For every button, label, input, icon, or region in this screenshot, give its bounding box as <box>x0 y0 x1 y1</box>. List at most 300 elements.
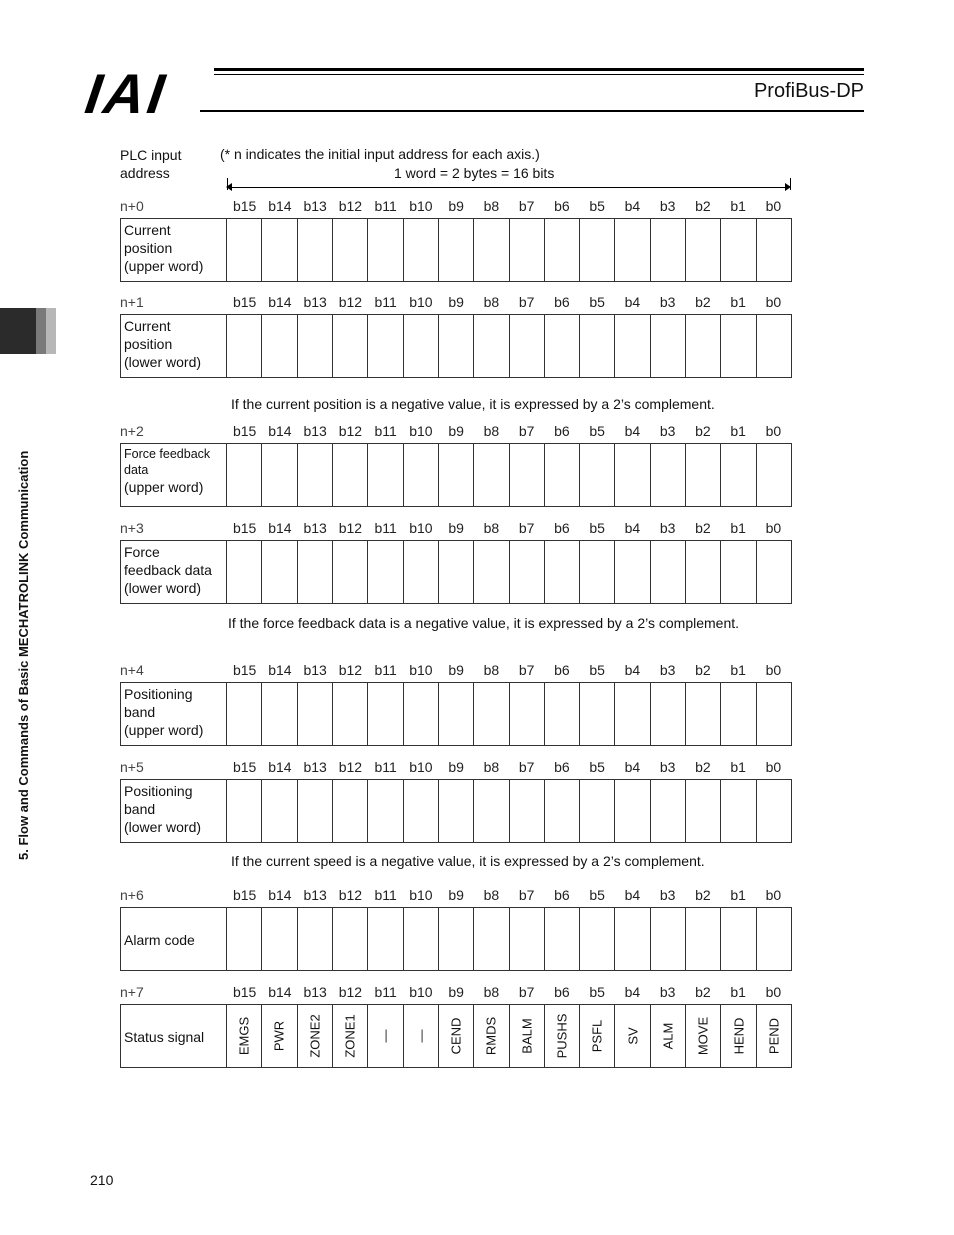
register-label <box>121 683 227 745</box>
bit-label: b6 <box>554 984 570 1000</box>
register-address: n+3 <box>120 520 144 536</box>
bit-label: b0 <box>765 984 782 1000</box>
bit-cells <box>227 541 791 603</box>
bit-cell <box>721 219 756 281</box>
bit-cell <box>757 541 791 603</box>
bit-header <box>227 198 791 214</box>
plc-input-address-label <box>120 146 181 182</box>
span-arrow-line <box>230 187 788 188</box>
bit-label: b15 <box>232 198 257 214</box>
register-label <box>121 444 227 506</box>
register-label-line: (upper word) <box>124 479 204 495</box>
register-label-line: position <box>124 240 173 256</box>
register-block-7 <box>120 984 792 1068</box>
bit-cell <box>686 219 721 281</box>
status-signal: CEND <box>448 1017 464 1055</box>
bit-cell <box>580 219 615 281</box>
bit-label: b3 <box>659 759 676 775</box>
register-label-line: position <box>124 336 173 352</box>
bit-label: b7 <box>518 759 535 775</box>
register-label-line: band <box>124 704 156 720</box>
bit-cells <box>227 908 791 970</box>
bit-cell <box>368 219 403 281</box>
bit-label: b5 <box>589 984 605 1000</box>
arrow-left-icon <box>226 183 232 191</box>
bit-cell <box>757 315 791 377</box>
bit-header <box>227 423 791 439</box>
bit-label: b12 <box>338 887 363 903</box>
bit-cells <box>227 1005 791 1067</box>
bit-label: b9 <box>448 662 464 678</box>
bit-label: b13 <box>303 759 327 775</box>
bit-cell <box>545 444 580 506</box>
bit-cells <box>227 219 791 281</box>
bit-cell <box>439 541 474 603</box>
register-label-line: Alarm code <box>124 932 195 948</box>
plc-label-line1: PLC input <box>120 147 182 163</box>
chapter-tab <box>0 308 36 354</box>
bit-cell <box>227 683 262 745</box>
bit-cell <box>404 315 439 377</box>
bit-cells <box>227 315 791 377</box>
bit-cell <box>757 908 791 970</box>
bit-label: b6 <box>554 887 570 903</box>
bit-label: b3 <box>659 294 676 310</box>
bit-cell <box>404 541 439 603</box>
bit-cell <box>333 444 368 506</box>
bit-cell <box>686 683 721 745</box>
bit-label: b15 <box>232 520 257 536</box>
bit-cell <box>262 219 297 281</box>
chapter-tab-shade <box>36 308 46 354</box>
bit-cell <box>333 780 368 842</box>
register-label <box>121 219 227 281</box>
bit-label: b0 <box>765 294 782 310</box>
bit-label: b2 <box>695 294 711 310</box>
address-row <box>120 423 792 443</box>
chapter-tab-light <box>46 308 56 354</box>
bit-label: b14 <box>268 759 292 775</box>
bit-label: b11 <box>374 887 397 903</box>
register-label-line: (upper word) <box>124 722 204 738</box>
header-rule-top <box>214 68 864 71</box>
bit-label: b3 <box>659 662 676 678</box>
bit-label: b9 <box>448 759 464 775</box>
bit-label: b14 <box>268 198 292 214</box>
bit-label: b2 <box>695 662 711 678</box>
bit-label: b4 <box>624 887 641 903</box>
bit-label: b12 <box>338 294 363 310</box>
bit-cell <box>757 219 791 281</box>
register-block-5 <box>120 759 792 843</box>
bit-cell <box>580 780 615 842</box>
word-size-note: 1 word = 2 bytes = 16 bits <box>394 165 555 181</box>
bit-cell <box>615 541 650 603</box>
bit-label: b5 <box>589 520 605 536</box>
status-signal: PSFL <box>589 1019 605 1053</box>
bit-label: b6 <box>554 423 570 439</box>
bit-label: b0 <box>765 662 782 678</box>
bit-label: b12 <box>338 759 363 775</box>
bit-label: b2 <box>695 984 711 1000</box>
plc-label-line2: address <box>120 165 170 181</box>
status-signal: ZONE2 <box>307 1014 323 1058</box>
bit-cell <box>686 780 721 842</box>
bit-label: b9 <box>448 887 464 903</box>
bit-label: b2 <box>695 759 711 775</box>
bit-cell <box>333 219 368 281</box>
register-label-line: feedback data <box>124 562 212 578</box>
bit-label: b5 <box>589 294 605 310</box>
bit-cell <box>474 315 509 377</box>
bit-cells <box>227 683 791 745</box>
bit-cell <box>545 541 580 603</box>
register-label <box>121 541 227 603</box>
bit-label: b3 <box>659 198 676 214</box>
register-label-line: Positioning <box>124 686 193 702</box>
bit-label: b13 <box>303 520 327 536</box>
bit-label: b7 <box>518 887 535 903</box>
register-block-4 <box>120 662 792 746</box>
bit-cell <box>580 541 615 603</box>
bit-label: b1 <box>730 423 746 439</box>
bit-label: b15 <box>232 294 257 310</box>
bit-cell <box>545 315 580 377</box>
bit-cell <box>439 1005 474 1067</box>
bit-label: b7 <box>518 984 535 1000</box>
bit-cell <box>686 541 721 603</box>
bit-cell <box>404 780 439 842</box>
bit-label: b12 <box>338 520 363 536</box>
register-address: n+4 <box>120 662 144 678</box>
bit-cell <box>545 683 580 745</box>
address-row <box>120 198 792 218</box>
bit-cell <box>439 219 474 281</box>
bit-cell <box>333 315 368 377</box>
bit-label: b9 <box>448 198 464 214</box>
register-block-1 <box>120 294 792 378</box>
comment-speed: If the current speed is a negative value, it is expressed by a 2’s complement. <box>231 853 705 869</box>
bit-label: b10 <box>409 520 433 536</box>
bit-label: b1 <box>730 662 746 678</box>
bit-label: b15 <box>232 423 257 439</box>
bit-label: b10 <box>409 759 433 775</box>
register-address: n+1 <box>120 294 144 310</box>
bit-cell <box>333 541 368 603</box>
bit-cell <box>615 780 650 842</box>
bit-label: b14 <box>268 887 292 903</box>
bit-cells <box>227 780 791 842</box>
bit-label: b1 <box>730 520 746 536</box>
chapter-side-label: 5. Flow and Commands of Basic MECHATROLINK Communication <box>16 450 31 860</box>
bit-label: b14 <box>268 294 292 310</box>
bit-cell <box>298 683 333 745</box>
bit-label: b2 <box>695 423 711 439</box>
register-row <box>120 1004 792 1068</box>
bit-cell <box>227 1005 262 1067</box>
bit-label: b6 <box>554 198 570 214</box>
bit-header <box>227 984 791 1000</box>
bit-label: b10 <box>409 984 433 1000</box>
bit-cell <box>721 683 756 745</box>
bit-label: b15 <box>232 759 257 775</box>
bit-cell <box>580 683 615 745</box>
bit-cell <box>404 219 439 281</box>
bit-cell <box>368 908 403 970</box>
bit-cell <box>474 683 509 745</box>
bit-label: b2 <box>695 520 711 536</box>
bit-label: b7 <box>518 662 535 678</box>
bit-cell <box>615 683 650 745</box>
bit-label: b4 <box>624 198 641 214</box>
bit-cell <box>262 541 297 603</box>
bit-cell <box>757 683 791 745</box>
address-row <box>120 662 792 682</box>
bit-label: b2 <box>695 887 711 903</box>
address-note: (* n indicates the initial input address for each axis.) <box>220 146 540 162</box>
bit-label: b8 <box>483 984 500 1000</box>
bit-cell <box>439 315 474 377</box>
bit-cell <box>545 908 580 970</box>
bit-label: b7 <box>518 294 535 310</box>
iai-logo: IAI <box>81 62 172 125</box>
register-label-line: Force feedback <box>124 447 211 461</box>
bit-cell <box>439 908 474 970</box>
register-address: n+2 <box>120 423 144 439</box>
bit-cell <box>510 1005 545 1067</box>
bit-label: b8 <box>483 520 500 536</box>
bit-cell <box>721 908 756 970</box>
bit-cell <box>721 444 756 506</box>
register-address: n+7 <box>120 984 144 1000</box>
bit-cell <box>510 315 545 377</box>
status-signal: PEND <box>766 1017 782 1055</box>
register-label-line: Current <box>124 318 171 334</box>
register-label-line: Force <box>124 544 160 560</box>
bit-label: b11 <box>374 662 397 678</box>
bit-label: b13 <box>303 423 327 439</box>
bit-cell <box>510 780 545 842</box>
header-title: ProfiBus-DP <box>753 80 864 102</box>
status-signal: — <box>413 1029 429 1043</box>
bit-cell <box>368 780 403 842</box>
bit-cell <box>262 908 297 970</box>
address-row <box>120 887 792 907</box>
bit-cell <box>227 444 262 506</box>
bit-cell <box>580 315 615 377</box>
bit-cell <box>651 908 686 970</box>
bit-cell <box>686 315 721 377</box>
bit-cell <box>651 780 686 842</box>
status-signal: HEND <box>731 1017 747 1055</box>
bit-label: b8 <box>483 423 500 439</box>
bit-cell <box>368 683 403 745</box>
register-block-6 <box>120 887 792 971</box>
bit-cell <box>298 908 333 970</box>
bit-cell <box>333 683 368 745</box>
bit-cell <box>262 444 297 506</box>
bit-cell <box>615 908 650 970</box>
bit-cell <box>721 780 756 842</box>
bit-label: b8 <box>483 759 500 775</box>
bit-label: b4 <box>624 423 641 439</box>
bit-label: b10 <box>409 198 433 214</box>
bit-cell <box>615 444 650 506</box>
bit-cell <box>439 444 474 506</box>
bit-cell <box>404 908 439 970</box>
bit-cell <box>474 444 509 506</box>
register-label-line: (lower word) <box>124 580 202 596</box>
bit-cell <box>510 444 545 506</box>
bit-cell <box>651 219 686 281</box>
register-row <box>120 540 792 604</box>
bit-label: b6 <box>554 759 570 775</box>
register-label-line: Current <box>124 222 171 238</box>
bit-cell <box>262 315 297 377</box>
bit-cell <box>545 219 580 281</box>
bit-cell <box>721 315 756 377</box>
status-signal: BALM <box>519 1018 535 1054</box>
bit-label: b4 <box>624 294 641 310</box>
register-label <box>121 1005 227 1067</box>
bit-cell <box>262 1005 297 1067</box>
bit-cell <box>757 444 791 506</box>
address-row <box>120 759 792 779</box>
bit-cell <box>615 1005 650 1067</box>
bit-label: b4 <box>624 759 641 775</box>
bit-cell <box>510 683 545 745</box>
bit-label: b8 <box>483 294 500 310</box>
register-block-0 <box>120 198 792 282</box>
bit-label: b0 <box>765 759 782 775</box>
status-signal: PWR <box>271 1020 287 1052</box>
bit-label: b10 <box>409 294 433 310</box>
bit-cell <box>333 908 368 970</box>
register-row <box>120 907 792 971</box>
bit-cell <box>298 780 333 842</box>
bit-label: b5 <box>589 423 605 439</box>
bit-cell <box>262 780 297 842</box>
bit-cell <box>227 780 262 842</box>
bit-cell <box>510 908 545 970</box>
bit-label: b11 <box>374 423 397 439</box>
status-signal: RMDS <box>483 1016 499 1056</box>
register-row <box>120 779 792 843</box>
status-signal: SV <box>625 1027 641 1045</box>
register-label-line: Positioning <box>124 783 193 799</box>
bit-cell <box>615 315 650 377</box>
register-label <box>121 780 227 842</box>
bit-cell <box>368 541 403 603</box>
bit-cell <box>651 1005 686 1067</box>
bit-cell <box>439 780 474 842</box>
bit-label: b3 <box>659 887 676 903</box>
bit-label: b13 <box>303 198 327 214</box>
bit-label: b11 <box>374 520 397 536</box>
bit-cell <box>474 541 509 603</box>
register-address: n+6 <box>120 887 144 903</box>
bit-label: b7 <box>518 423 535 439</box>
bit-cell <box>510 219 545 281</box>
bit-cell <box>721 541 756 603</box>
bit-label: b8 <box>483 662 500 678</box>
bit-label: b4 <box>624 662 641 678</box>
register-address: n+0 <box>120 198 144 214</box>
bit-label: b7 <box>518 520 535 536</box>
status-signal: ALM <box>660 1022 676 1050</box>
bit-cell <box>651 541 686 603</box>
bit-label: b13 <box>303 662 327 678</box>
bit-cell <box>262 683 297 745</box>
register-label-line: band <box>124 801 156 817</box>
bit-label: b1 <box>730 198 746 214</box>
bit-label: b1 <box>730 294 746 310</box>
bit-cell <box>368 444 403 506</box>
bit-label: b3 <box>659 423 676 439</box>
bit-cell <box>368 315 403 377</box>
bit-cell <box>404 444 439 506</box>
bit-label: b3 <box>659 984 676 1000</box>
bit-label: b5 <box>589 759 605 775</box>
status-signal: EMGS <box>236 1016 252 1056</box>
bit-label: b7 <box>518 198 535 214</box>
bit-cell <box>474 219 509 281</box>
bit-label: b10 <box>409 662 433 678</box>
bit-cell <box>686 908 721 970</box>
register-label-line: Status signal <box>124 1029 205 1045</box>
register-label-line: (upper word) <box>124 258 204 274</box>
bit-label: b15 <box>232 984 257 1000</box>
bit-label: b12 <box>338 984 363 1000</box>
comment-position: If the current position is a negative value, it is expressed by a 2’s complement. <box>231 396 715 412</box>
bit-label: b5 <box>589 887 605 903</box>
bit-label: b0 <box>765 887 782 903</box>
bit-label: b11 <box>374 294 397 310</box>
register-address: n+5 <box>120 759 144 775</box>
register-row <box>120 443 792 507</box>
bit-cell <box>545 780 580 842</box>
bit-label: b14 <box>268 662 292 678</box>
bit-label: b2 <box>695 198 711 214</box>
status-signal: — <box>377 1029 393 1043</box>
bit-label: b11 <box>374 759 397 775</box>
bit-cell <box>615 219 650 281</box>
bit-label: b4 <box>624 984 641 1000</box>
bit-label: b14 <box>268 423 292 439</box>
bit-label: b3 <box>659 520 676 536</box>
bit-cell <box>298 541 333 603</box>
header-rule-thin <box>214 74 864 75</box>
bit-label: b9 <box>448 984 464 1000</box>
register-label-line: (lower word) <box>124 354 202 370</box>
register-block-2 <box>120 423 792 507</box>
bit-cell <box>227 541 262 603</box>
bit-cell <box>580 1005 615 1067</box>
bit-cell <box>686 1005 721 1067</box>
bit-label: b9 <box>448 294 464 310</box>
register-label-line: (lower word) <box>124 819 202 835</box>
address-row <box>120 984 792 1004</box>
bit-cell <box>580 444 615 506</box>
bit-cells <box>227 444 791 506</box>
bit-cell <box>757 1005 791 1067</box>
bit-label: b13 <box>303 294 327 310</box>
arrow-right-icon <box>785 183 791 191</box>
bit-cell <box>227 315 262 377</box>
bit-label: b9 <box>448 423 464 439</box>
bit-label: b0 <box>765 198 782 214</box>
bit-label: b15 <box>232 662 257 678</box>
